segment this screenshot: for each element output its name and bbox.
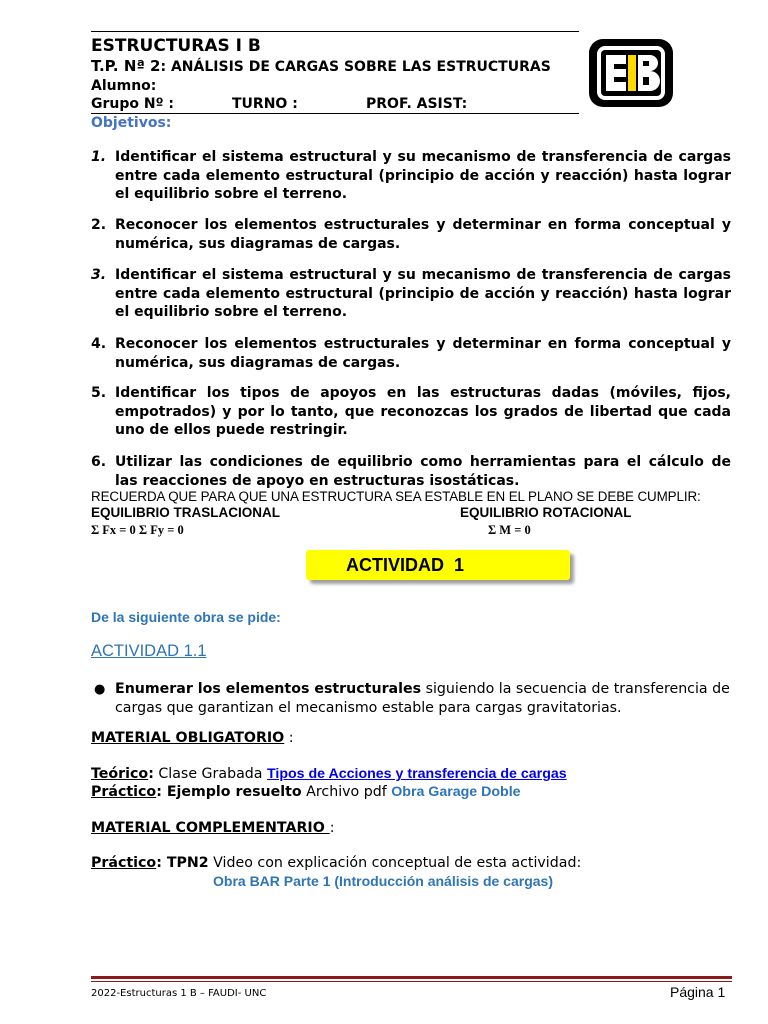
actividad-1-1-heading[interactable]: ACTIVIDAD 1.1 (91, 642, 207, 660)
objetivo-item (91, 266, 731, 322)
teorico-label: Teórico (91, 766, 149, 782)
objetivo-item (91, 384, 731, 440)
practico-line (91, 784, 521, 800)
complementario-practico-colon: : (156, 855, 162, 871)
teorico-text: Clase Grabada (153, 766, 267, 782)
material-obligatorio-heading (91, 730, 294, 746)
objetivo-text: Reconocer los elementos estructurales y determinar en forma conceptual y numérica, sus diagramas de cargas. (115, 217, 731, 252)
bullet-rest-text: siguiendo la secuencia de transferencia de cargas que garantizan el mecanismo estable para cargas gravitatorias. (115, 681, 730, 716)
actividad-banner (306, 550, 570, 580)
header-bottom-rule (91, 113, 579, 114)
objetivo-item (91, 453, 731, 490)
objetivo-text: Identificar el sistema estructural y su mecanismo de transferencia de cargas entre cada elemento estructural (principio de acción y reacción) hasta lograr el equilibrio sobre el terreno. (115, 149, 731, 202)
objetivo-item (91, 216, 731, 253)
material-complementario-label: MATERIAL COMPLEMENTARIO (91, 820, 330, 836)
objetivo-number: 1. (91, 149, 107, 165)
actividad-bullet (115, 680, 733, 717)
equilibrio-traslacional-label: EQUILIBRIO TRASLACIONAL (91, 505, 280, 520)
tp-number: T.P. Nª 2 (91, 57, 161, 75)
objetivo-item (91, 335, 731, 372)
practico-label: Práctico (91, 784, 157, 800)
grupo-label: Grupo Nº : (91, 96, 174, 112)
objetivo-text: Identificar los tipos de apoyos en las estructuras dadas (móviles, fijos, empotrados) y por lo tanto, que reconozcas los grados de libertad que cada uno de ellos puede restringir. (115, 385, 731, 438)
bullet-icon: ● (94, 682, 106, 697)
complementario-practico-label: Práctico (91, 855, 157, 871)
material-complementario-colon: : (329, 820, 335, 836)
objetivo-number: 6. (91, 454, 107, 470)
header-top-rule (91, 31, 579, 32)
actividad-title: ACTIVIDAD 1 (346, 554, 465, 575)
practico-bold-text: Ejemplo resuelto (161, 784, 302, 800)
tp-heading (91, 57, 551, 75)
objetivo-text: Utilizar las condiciones de equilibrio como herramientas para el cálculo de las reacciones de apoyo en estructuras isostáticas. (115, 454, 731, 489)
footer-rule-thin (91, 981, 732, 982)
objetivos-heading: Objetivos: (91, 115, 172, 131)
objetivo-number: 4. (91, 336, 107, 352)
course-title: ESTRUCTURAS I B (91, 36, 261, 56)
eb-logo (587, 37, 675, 109)
obra-bar-link[interactable]: Obra BAR Parte 1 (Introducción análisis de cargas) (213, 873, 553, 889)
formula-rotacional: Σ M = 0 (488, 523, 531, 537)
actividad-intro: De la siguiente obra se pide: (91, 609, 281, 625)
alumno-label: Alumno: (91, 78, 157, 94)
practico-text: Archivo pdf (301, 784, 392, 800)
bullet-bold-text: Enumerar los elementos estructurales (115, 681, 422, 697)
complementario-practico-bold: TPN2 (161, 855, 209, 871)
practico-colon: : (156, 784, 162, 800)
footer-rule-thick (91, 976, 732, 979)
prof-label: PROF. ASIST: (366, 96, 468, 112)
objetivo-number: 5. (91, 385, 107, 401)
teorico-colon: : (148, 766, 154, 782)
complementario-practico-text: Video con explicación conceptual de esta actividad: (208, 855, 582, 871)
footer-course: 2022-Estructuras 1 B – FAUDI- UNC (91, 988, 267, 999)
objetivo-item (91, 148, 731, 204)
objetivo-number: 2. (91, 217, 107, 233)
tipos-acciones-link[interactable]: Tipos de Acciones y transferencia de cargas (267, 766, 567, 782)
formula-traslacional: Σ Fx = 0 Σ Fy = 0 (91, 523, 184, 537)
material-obligatorio-colon: : (284, 730, 294, 746)
page-number: Página 1 (670, 984, 726, 1000)
objetivo-number: 3. (91, 267, 107, 283)
obra-garage-link[interactable]: Obra Garage Doble (391, 784, 521, 800)
objetivo-text: Reconocer los elementos estructurales y determinar en forma conceptual y numérica, sus diagramas de cargas. (115, 336, 731, 371)
turno-label: TURNO : (232, 96, 298, 112)
recuerda-text: RECUERDA QUE PARA QUE UNA ESTRUCTURA SEA ESTABLE EN EL PLANO SE DEBE CUMPLIR: (91, 489, 701, 504)
teorico-line (91, 766, 567, 782)
equilibrio-rotacional-label: EQUILIBRIO ROTACIONAL (460, 505, 632, 520)
tp-title: : ANÁLISIS DE CARGAS SOBRE LAS ESTRUCTURAS (160, 59, 551, 75)
objetivo-text: Identificar el sistema estructural y su mecanismo de transferencia de cargas entre cada elemento estructural (principio de acción y reacción) hasta lograr el equilibrio sobre el terreno. (115, 267, 731, 320)
material-complementario-heading (91, 820, 334, 836)
complementario-practico-line (91, 855, 581, 871)
material-obligatorio-label: MATERIAL OBLIGATORIO (91, 730, 285, 746)
